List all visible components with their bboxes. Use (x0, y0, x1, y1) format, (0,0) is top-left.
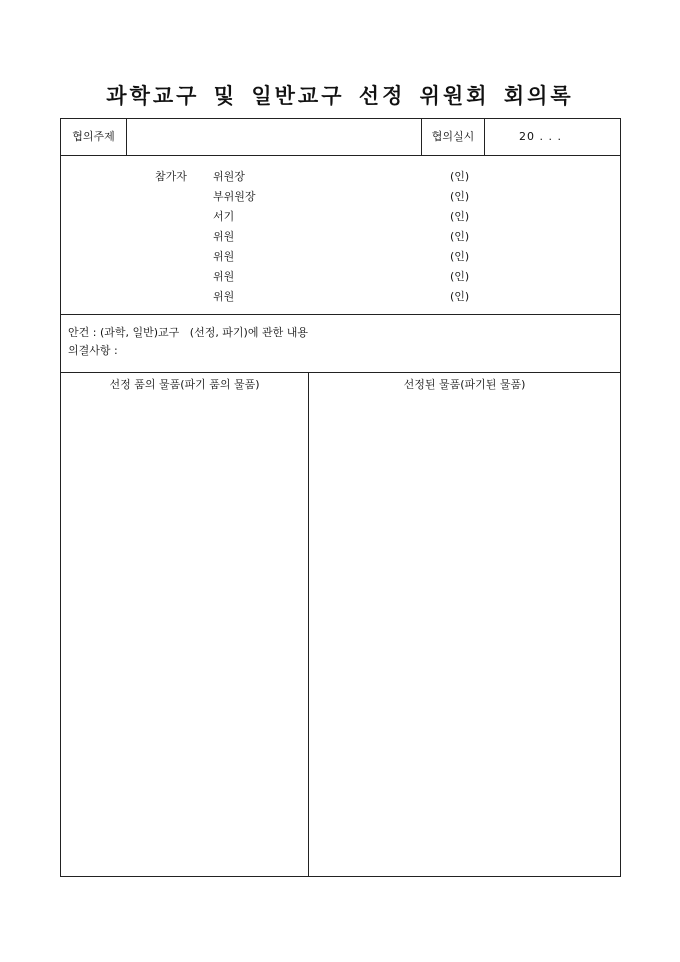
participant-role: 부위원장 (213, 190, 256, 203)
seal-mark: (인) (450, 290, 470, 303)
topic-field[interactable] (127, 119, 422, 155)
participant-role: 위원 (213, 250, 235, 263)
minutes-form (60, 118, 621, 877)
participant-row (213, 167, 513, 187)
participant-role: 위원 (213, 290, 235, 303)
seal-mark: (인) (450, 190, 470, 203)
participants-section (61, 156, 620, 315)
participant-row (213, 187, 513, 207)
participant-row (213, 227, 513, 247)
date-field[interactable]: 20 . . . (519, 130, 562, 143)
seal-mark: (인) (450, 210, 470, 223)
participant-role: 위원 (213, 230, 235, 243)
selected-items-column[interactable] (309, 373, 620, 876)
seal-mark: (인) (450, 170, 470, 183)
topic-label: 협의주제 (61, 119, 127, 155)
seal-mark: (인) (450, 230, 470, 243)
seal-mark: (인) (450, 270, 470, 283)
proposed-items-header: 선정 품의 물품(파기 품의 물품) (109, 378, 260, 391)
participant-role: 위원 (213, 270, 235, 283)
participant-row (213, 207, 513, 227)
participant-list (213, 167, 513, 307)
resolution-text: 의결사항 : (68, 344, 118, 357)
document-title: 과학교구 및 일반교구 선정 위원회 회의록 (106, 83, 574, 108)
selected-items-header: 선정된 물품(파기된 물품) (403, 378, 526, 391)
participant-row (213, 267, 513, 287)
header-row (61, 119, 620, 156)
proposed-items-column[interactable] (61, 373, 309, 876)
participant-role: 위원장 (213, 170, 245, 183)
participants-label: 참가자 (155, 170, 187, 183)
agenda-text: 안건 : (과학, 일반)교구 (선정, 파기)에 관한 내용 (68, 326, 308, 339)
participant-row (213, 247, 513, 267)
participant-role: 서기 (213, 210, 235, 223)
date-label: 협의실시 (422, 119, 485, 155)
participant-row (213, 287, 513, 307)
agenda-section (61, 315, 620, 373)
items-section (61, 373, 620, 876)
seal-mark: (인) (450, 250, 470, 263)
